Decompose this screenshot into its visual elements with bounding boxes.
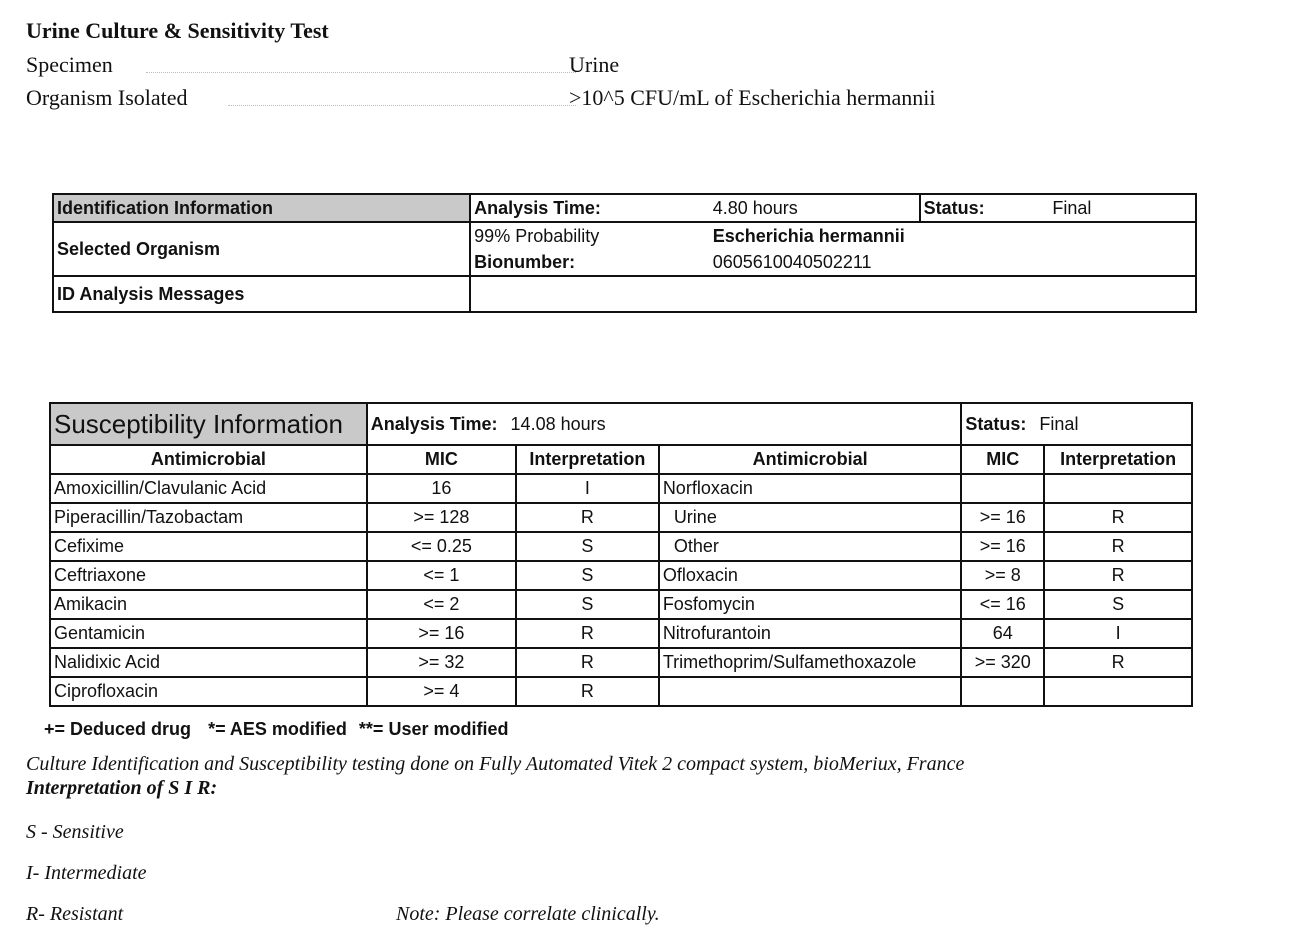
- mic-left: 16: [367, 474, 516, 503]
- sus-analysis-time-label: Analysis Time:: [370, 413, 498, 434]
- mic-left: >= 4: [367, 677, 516, 706]
- interp-left: S: [516, 532, 659, 561]
- interp-left: R: [516, 677, 659, 706]
- antimicrobial-right: Ofloxacin: [659, 561, 962, 590]
- id-title: Identification Information: [53, 194, 470, 222]
- organism-row: [26, 85, 1026, 115]
- col-mic-1: MIC: [367, 445, 516, 474]
- id-analysis-time-label: Analysis Time:: [470, 194, 710, 222]
- antimicrobial-left: Piperacillin/Tazobactam: [50, 503, 367, 532]
- mic-right: 64: [961, 619, 1044, 648]
- antimicrobial-left: Amoxicillin/Clavulanic Acid: [50, 474, 367, 503]
- id-row-organism-1: [53, 222, 1196, 249]
- sus-status-value: Final: [1039, 413, 1079, 434]
- mic-right: >= 8: [961, 561, 1044, 590]
- table-row: [50, 590, 1192, 619]
- organism-empty: [920, 222, 1196, 249]
- sus-analysis-time: [367, 403, 962, 445]
- selected-organism-label: Selected Organism: [53, 222, 470, 276]
- sus-row-header: [50, 403, 1192, 445]
- organism-label: Organism Isolated: [26, 85, 188, 110]
- bionumber-value: 0605610040502211: [710, 249, 920, 276]
- antimicrobial-left: Nalidixic Acid: [50, 648, 367, 677]
- id-status-label: Status:: [920, 194, 1050, 222]
- mic-left: >= 128: [367, 503, 516, 532]
- organism-value: >10^5 CFU/mL of Escherichia hermannii: [569, 85, 936, 110]
- legend-resistant: R- Resistant: [26, 903, 124, 925]
- interp-left: I: [516, 474, 659, 503]
- mic-right: <= 16: [961, 590, 1044, 619]
- sus-analysis-time-value: 14.08 hours: [510, 413, 606, 434]
- legend-aes: *= AES modified: [208, 719, 347, 739]
- col-antimicrobial-2: Antimicrobial: [659, 445, 962, 474]
- table-row: [50, 619, 1192, 648]
- col-interpretation-1: Interpretation: [516, 445, 659, 474]
- bionumber-label: Bionumber:: [470, 249, 710, 276]
- col-antimicrobial-1: Antimicrobial: [50, 445, 367, 474]
- interpretation-title: Interpretation of S I R:: [26, 777, 218, 799]
- antimicrobial-right: Fosfomycin: [659, 590, 962, 619]
- identification-table: [52, 193, 1197, 313]
- interp-right: R: [1044, 561, 1192, 590]
- interp-right: [1044, 677, 1192, 706]
- sus-col-headers: [50, 445, 1192, 474]
- interp-right: R: [1044, 532, 1192, 561]
- organism-leader: [228, 105, 576, 106]
- table-row: [50, 474, 1192, 503]
- legend-user: **= User modified: [358, 719, 509, 739]
- interp-left: R: [516, 648, 659, 677]
- method-note: Culture Identification and Susceptibility testing done on Fully Automated Vitek 2 compact system, bioMeriux, France: [26, 753, 965, 775]
- organism-name: Escherichia hermannii: [710, 222, 920, 249]
- interp-right: S: [1044, 590, 1192, 619]
- antimicrobial-right: Nitrofurantoin: [659, 619, 962, 648]
- interp-right: I: [1044, 619, 1192, 648]
- legend: [44, 719, 520, 740]
- susceptibility-table: [49, 402, 1193, 707]
- mic-right: [961, 677, 1044, 706]
- id-messages-label: ID Analysis Messages: [53, 276, 470, 312]
- id-row-messages: [53, 276, 1196, 312]
- table-row: [50, 561, 1192, 590]
- sus-title: Susceptibility Information: [50, 403, 367, 445]
- interp-left: R: [516, 503, 659, 532]
- table-row: [50, 677, 1192, 706]
- col-mic-2: MIC: [961, 445, 1044, 474]
- antimicrobial-left: Amikacin: [50, 590, 367, 619]
- antimicrobial-left: Gentamicin: [50, 619, 367, 648]
- mic-right: >= 16: [961, 532, 1044, 561]
- interp-right: R: [1044, 648, 1192, 677]
- sus-status-label: Status:: [965, 413, 1027, 434]
- id-messages-value: [470, 276, 1196, 312]
- antimicrobial-left: Ciprofloxacin: [50, 677, 367, 706]
- report-title: Urine Culture & Sensitivity Test: [26, 18, 329, 43]
- table-row: [50, 503, 1192, 532]
- antimicrobial-right: Other: [659, 532, 962, 561]
- mic-right: [961, 474, 1044, 503]
- table-row: [50, 532, 1192, 561]
- id-row-header: [53, 194, 1196, 222]
- id-status-value: Final: [1049, 194, 1196, 222]
- interp-left: S: [516, 561, 659, 590]
- mic-left: <= 0.25: [367, 532, 516, 561]
- legend-intermediate: I- Intermediate: [26, 862, 147, 884]
- antimicrobial-right: Trimethoprim/Sulfamethoxazole: [659, 648, 962, 677]
- mic-right: >= 320: [961, 648, 1044, 677]
- interp-right: R: [1044, 503, 1192, 532]
- mic-right: >= 16: [961, 503, 1044, 532]
- table-row: [50, 648, 1192, 677]
- specimen-label: Specimen: [26, 52, 113, 77]
- mic-left: >= 32: [367, 648, 516, 677]
- antimicrobial-right: Norfloxacin: [659, 474, 962, 503]
- interp-right: [1044, 474, 1192, 503]
- mic-left: <= 1: [367, 561, 516, 590]
- legend-deduced: += Deduced drug: [44, 719, 192, 739]
- specimen-value: Urine: [569, 52, 620, 77]
- specimen-row: [26, 52, 1026, 82]
- antimicrobial-left: Cefixime: [50, 532, 367, 561]
- clinical-note: Note: Please correlate clinically.: [396, 903, 660, 925]
- legend-sensitive: S - Sensitive: [26, 821, 124, 843]
- id-analysis-time-value: 4.80 hours: [710, 194, 920, 222]
- sus-status: [961, 403, 1192, 445]
- interp-left: S: [516, 590, 659, 619]
- probability-value: 99% Probability: [470, 222, 710, 249]
- antimicrobial-left: Ceftriaxone: [50, 561, 367, 590]
- mic-left: >= 16: [367, 619, 516, 648]
- antimicrobial-right: [659, 677, 962, 706]
- interp-left: R: [516, 619, 659, 648]
- antimicrobial-right: Urine: [659, 503, 962, 532]
- col-interpretation-2: Interpretation: [1044, 445, 1192, 474]
- specimen-leader: [146, 72, 576, 73]
- mic-left: <= 2: [367, 590, 516, 619]
- bionumber-empty: [920, 249, 1196, 276]
